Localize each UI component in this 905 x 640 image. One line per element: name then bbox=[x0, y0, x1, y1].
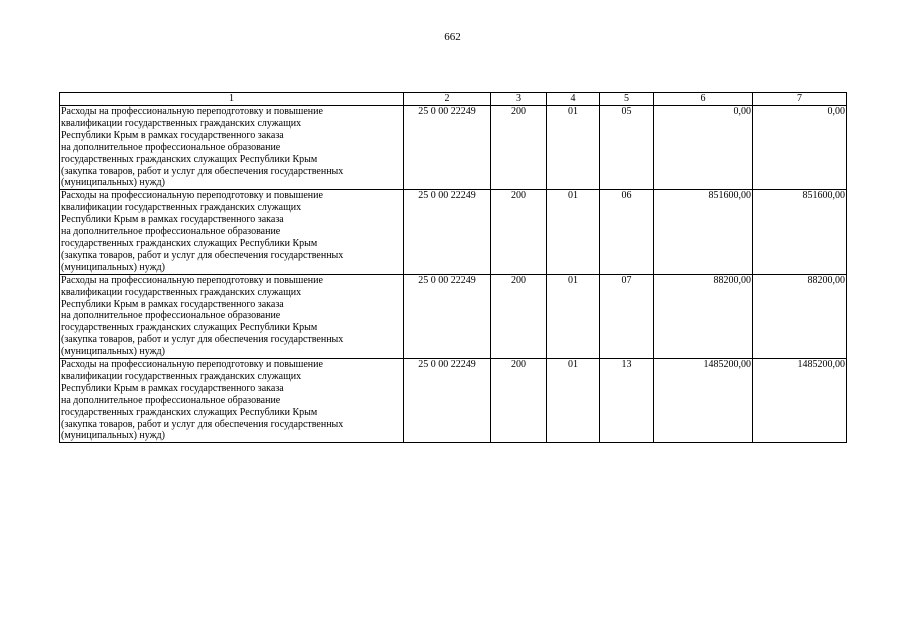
column-header-2: 2 bbox=[404, 93, 491, 106]
amount-col6: 1485200,00 bbox=[654, 359, 753, 443]
table-row bbox=[60, 190, 847, 274]
description-line: (муниципальных) нужд) bbox=[61, 177, 165, 189]
description-line: Республики Крым в рамках государственного заказа bbox=[61, 129, 284, 141]
subsection-code: 05 bbox=[600, 106, 654, 190]
description-line: Республики Крым в рамках государственного заказа bbox=[61, 382, 284, 394]
amount-col7: 1485200,00 bbox=[753, 359, 847, 443]
description-line: Расходы на профессиональную переподготовку и повышение bbox=[61, 106, 323, 117]
section-code: 01 bbox=[547, 106, 600, 190]
description-line: на дополнительное профессиональное образование bbox=[61, 226, 281, 238]
target-code: 25 0 00 22249 bbox=[404, 106, 491, 190]
description-line: государственных гражданских служащих Республики Крым bbox=[61, 153, 318, 165]
description-line: (закупка товаров, работ и услуг для обеспечения государственных bbox=[61, 334, 344, 346]
table-row bbox=[60, 274, 847, 358]
amount-col6: 851600,00 bbox=[654, 190, 753, 274]
column-header-1: 1 bbox=[60, 93, 404, 106]
column-header-6: 6 bbox=[654, 93, 753, 106]
description-line: квалификации государственных гражданских служащих bbox=[61, 202, 302, 214]
column-header-7: 7 bbox=[753, 93, 847, 106]
expense-description bbox=[60, 274, 404, 358]
description-line: Республики Крым в рамках государственного заказа bbox=[61, 214, 284, 226]
section-code: 01 bbox=[547, 274, 600, 358]
description-line: на дополнительное профессиональное образование bbox=[61, 310, 281, 322]
expense-type: 200 bbox=[491, 190, 547, 274]
target-code: 25 0 00 22249 bbox=[404, 359, 491, 443]
expense-type: 200 bbox=[491, 274, 547, 358]
description-line: Расходы на профессиональную переподготовку и повышение bbox=[61, 359, 323, 371]
column-header-5: 5 bbox=[600, 93, 654, 106]
description-line: (закупка товаров, работ и услуг для обеспечения государственных bbox=[61, 418, 344, 430]
page-number: 662 bbox=[444, 31, 461, 43]
description-line: Расходы на профессиональную переподготовку и повышение bbox=[61, 274, 323, 286]
description-line: государственных гражданских служащих Республики Крым bbox=[61, 237, 318, 249]
description-line: (муниципальных) нужд) bbox=[61, 430, 165, 442]
subsection-code: 06 bbox=[600, 190, 654, 274]
description-line: квалификации государственных гражданских служащих bbox=[61, 370, 302, 382]
table-row bbox=[60, 106, 847, 190]
description-line: Расходы на профессиональную переподготовку и повышение bbox=[61, 190, 323, 202]
expense-type: 200 bbox=[491, 359, 547, 443]
description-line: Республики Крым в рамках государственного заказа bbox=[61, 298, 284, 310]
description-line: на дополнительное профессиональное образование bbox=[61, 394, 281, 406]
expense-description bbox=[60, 190, 404, 274]
expense-description bbox=[60, 106, 404, 190]
amount-col7: 88200,00 bbox=[753, 274, 847, 358]
description-line: государственных гражданских служащих Республики Крым bbox=[61, 322, 318, 334]
column-number-row bbox=[60, 93, 847, 106]
description-line: (закупка товаров, работ и услуг для обеспечения государственных bbox=[61, 249, 344, 261]
description-line: квалификации государственных гражданских служащих bbox=[61, 286, 302, 298]
description-line: (муниципальных) нужд) bbox=[61, 261, 165, 273]
section-code: 01 bbox=[547, 190, 600, 274]
target-code: 25 0 00 22249 bbox=[404, 274, 491, 358]
expense-description bbox=[60, 359, 404, 443]
amount-col6: 88200,00 bbox=[654, 274, 753, 358]
description-line: государственных гражданских служащих Республики Крым bbox=[61, 406, 318, 418]
amount-col7: 851600,00 bbox=[753, 190, 847, 274]
table-row bbox=[60, 359, 847, 443]
description-line: квалификации государственных гражданских служащих bbox=[61, 117, 302, 129]
description-line: (муниципальных) нужд) bbox=[61, 346, 165, 358]
description-line: на дополнительное профессиональное образование bbox=[61, 141, 281, 153]
column-header-4: 4 bbox=[547, 93, 600, 106]
subsection-code: 13 bbox=[600, 359, 654, 443]
amount-col7: 0,00 bbox=[753, 106, 847, 190]
budget-table bbox=[59, 92, 847, 443]
column-header-3: 3 bbox=[491, 93, 547, 106]
section-code: 01 bbox=[547, 359, 600, 443]
expense-type: 200 bbox=[491, 106, 547, 190]
amount-col6: 0,00 bbox=[654, 106, 753, 190]
target-code: 25 0 00 22249 bbox=[404, 190, 491, 274]
description-line: (закупка товаров, работ и услуг для обеспечения государственных bbox=[61, 165, 344, 177]
subsection-code: 07 bbox=[600, 274, 654, 358]
